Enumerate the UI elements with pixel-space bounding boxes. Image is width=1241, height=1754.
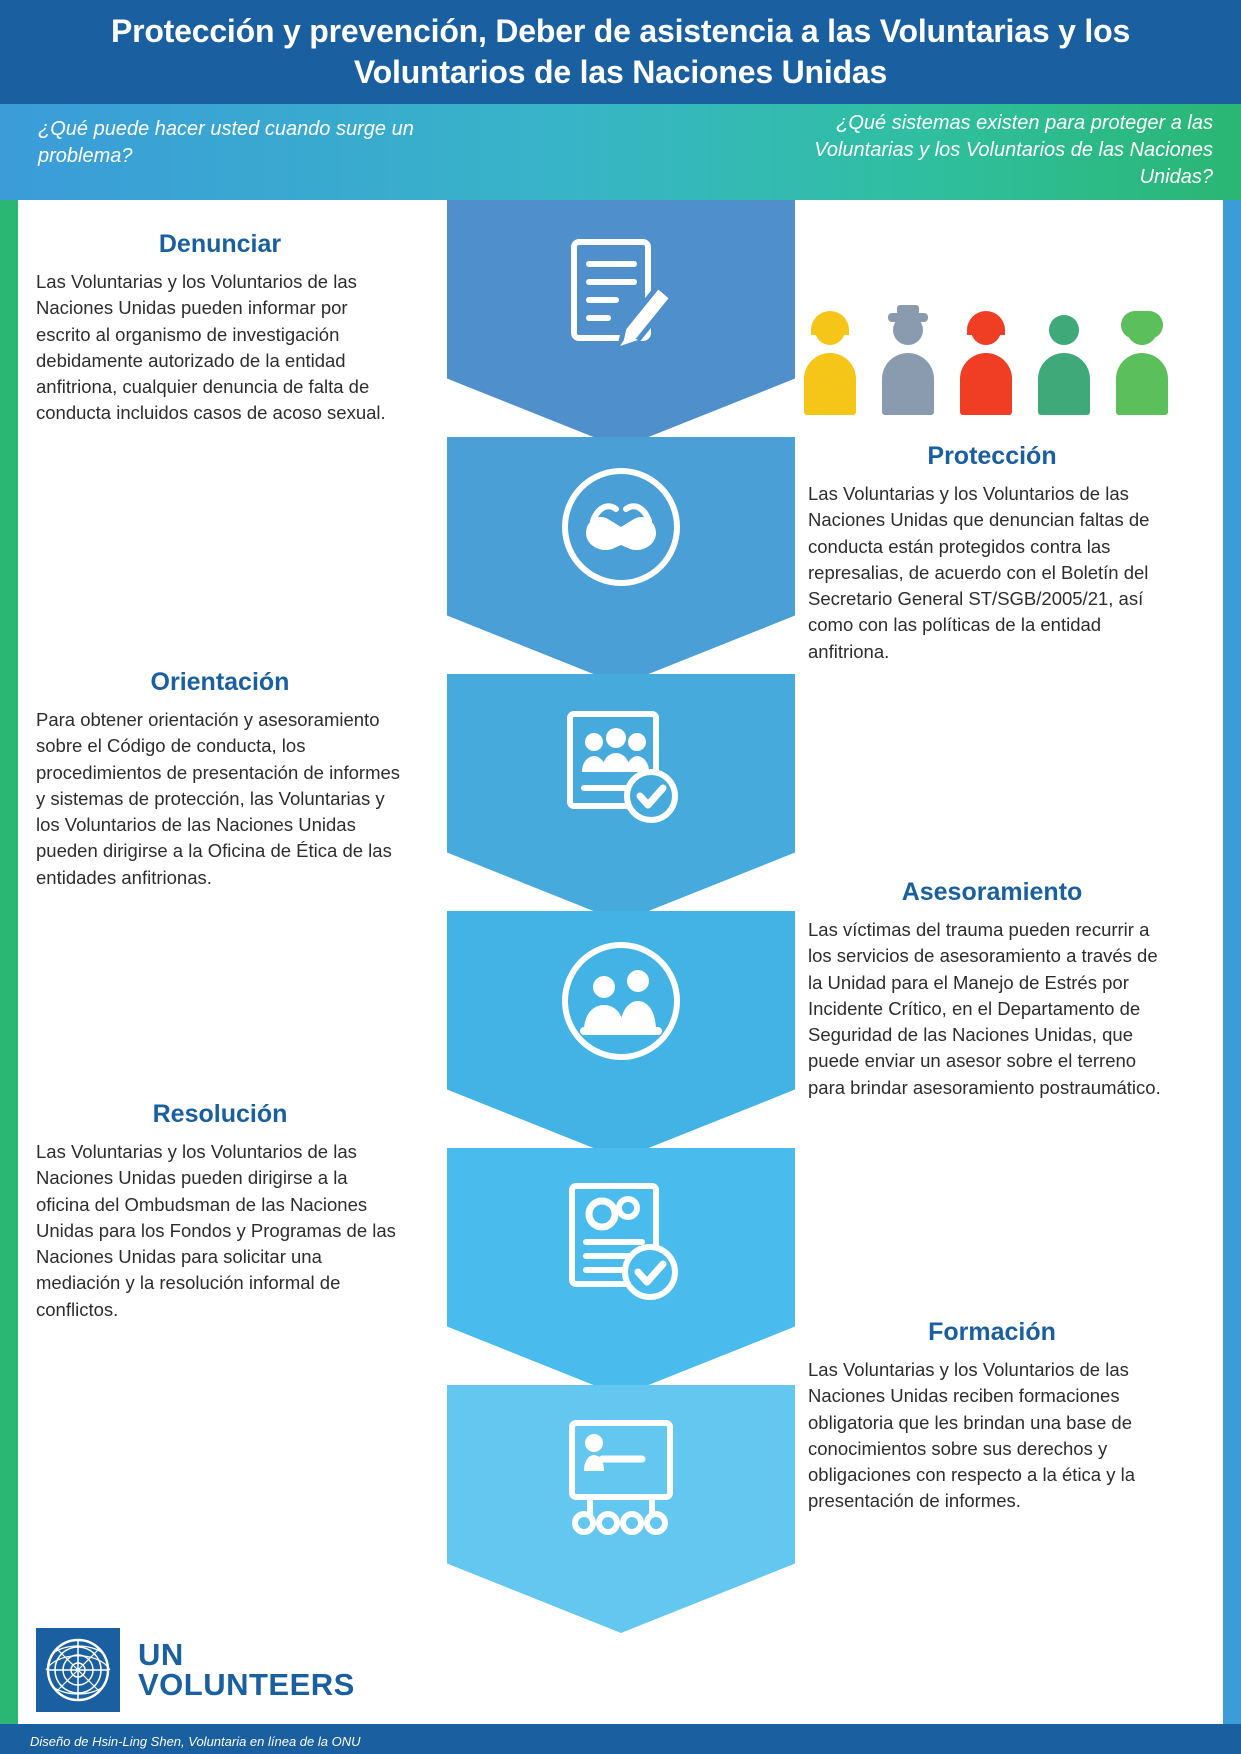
question-right: ¿Qué sistemas existen para proteger a las Voluntarias y los Voluntarios de las Naciones Unidas? bbox=[814, 112, 1213, 188]
chevron-resolucion bbox=[447, 1148, 795, 1396]
logo-line-2: VOLUNTEERS bbox=[138, 1667, 355, 1702]
section-resolucion bbox=[36, 1100, 404, 1323]
section-asesoramiento bbox=[808, 878, 1176, 1101]
un-emblem-icon bbox=[36, 1628, 120, 1712]
section-title-proteccion: Protección bbox=[927, 442, 1057, 470]
logo-wordmark bbox=[138, 1637, 355, 1702]
section-title-orientacion: Orientación bbox=[150, 668, 290, 696]
person-grey bbox=[878, 315, 938, 415]
protecting-hands-icon bbox=[546, 461, 696, 611]
section-title-resolucion: Resolución bbox=[152, 1100, 288, 1128]
question-band bbox=[0, 104, 1241, 200]
section-text-denunciar: Las Voluntarias y los Voluntarios de las Naciones Unidas pueden informar por escrito al organismo de investigación debidamente autorizado de la entidad anfitriona, cualquier denuncia de falta de conducta incluidos casos de acoso sexual. bbox=[36, 271, 386, 424]
right-blue-strip bbox=[1223, 200, 1241, 1754]
document-pen-icon bbox=[546, 224, 696, 374]
section-text-orientacion: Para obtener orientación y asesoramiento sobre el Código de conducta, los procedimientos de presentación de informes y sistemas de protección, las Voluntarias y los Voluntarios de las Naciones Unidas pueden dirigirse a la Oficina de Ética de las entidades anfitrionas. bbox=[36, 709, 401, 888]
section-text-asesoramiento: Las víctimas del trauma pueden recurrir a los servicios de asesoramiento a través de la Unidad para el Manejo de Estrés por Incidente Crítico, en el Departamento de Seguridad de las Naciones Unidas, que puede enviar un asesor sobre el terreno para brindar asesoramiento postraumático. bbox=[808, 919, 1161, 1098]
person-darkgreen bbox=[1112, 315, 1172, 415]
section-text-proteccion: Las Voluntarias y los Voluntarios de las Naciones Unidas que denuncian faltas de conducta están protegidos contra las represalias, de acuerdo con el Boletín del Secretario General ST/SGB/2005/21, así como con las políticas de la entidad anfitriona. bbox=[808, 483, 1150, 662]
chevron-orientacion bbox=[447, 674, 795, 922]
left-green-strip bbox=[0, 200, 18, 1754]
person-green bbox=[1034, 315, 1094, 415]
section-title-asesoramiento: Asesoramiento bbox=[901, 878, 1083, 906]
counselling-people-icon bbox=[546, 935, 696, 1085]
chevron-denunciar bbox=[447, 200, 795, 448]
section-title-formacion: Formación bbox=[928, 1318, 1056, 1346]
logo-line-1: UN bbox=[138, 1637, 184, 1673]
question-left: ¿Qué puede hacer usted cuando surge un problema? bbox=[38, 118, 414, 167]
person-yellow bbox=[800, 315, 860, 415]
training-board-icon bbox=[546, 1409, 696, 1559]
section-text-resolucion: Las Voluntarias y los Voluntarios de las Naciones Unidas pueden dirigirse a la oficina del Ombudsman de las Naciones Unidas para los Fondos y Programas de las Naciones Unidas para solicitar una mediación y la resolución informal de conflictos. bbox=[36, 1141, 396, 1320]
design-credit: Diseño de Hsin-Ling Shen, Voluntaria en línea de la ONU bbox=[30, 1734, 361, 1749]
section-formacion bbox=[808, 1318, 1176, 1515]
chevron-asesoramiento bbox=[447, 911, 795, 1159]
section-text-formacion: Las Voluntarias y los Voluntarios de las Naciones Unidas reciben formaciones obligatoria que les brindan una base de conocimientos sobre sus derechos y obligaciones con respecto a la ética y la presentación de informes. bbox=[808, 1359, 1136, 1512]
person-red bbox=[956, 315, 1016, 415]
section-title-denunciar: Denunciar bbox=[158, 230, 282, 258]
section-proteccion bbox=[808, 442, 1176, 665]
people-illustration bbox=[800, 310, 1200, 415]
section-denunciar bbox=[36, 230, 404, 427]
document-gears-check-icon bbox=[546, 1172, 696, 1322]
body-area bbox=[0, 200, 1241, 1754]
un-volunteers-logo bbox=[36, 1628, 355, 1712]
section-orientacion bbox=[36, 668, 404, 891]
group-check-icon bbox=[546, 698, 696, 848]
chevron-proteccion bbox=[447, 437, 795, 685]
page-header bbox=[0, 0, 1241, 104]
page-title: Protección y prevención, Deber de asistencia a las Voluntarias y los Voluntarios de las Naciones Unidas bbox=[110, 13, 1131, 90]
chevron-formacion bbox=[447, 1385, 795, 1633]
